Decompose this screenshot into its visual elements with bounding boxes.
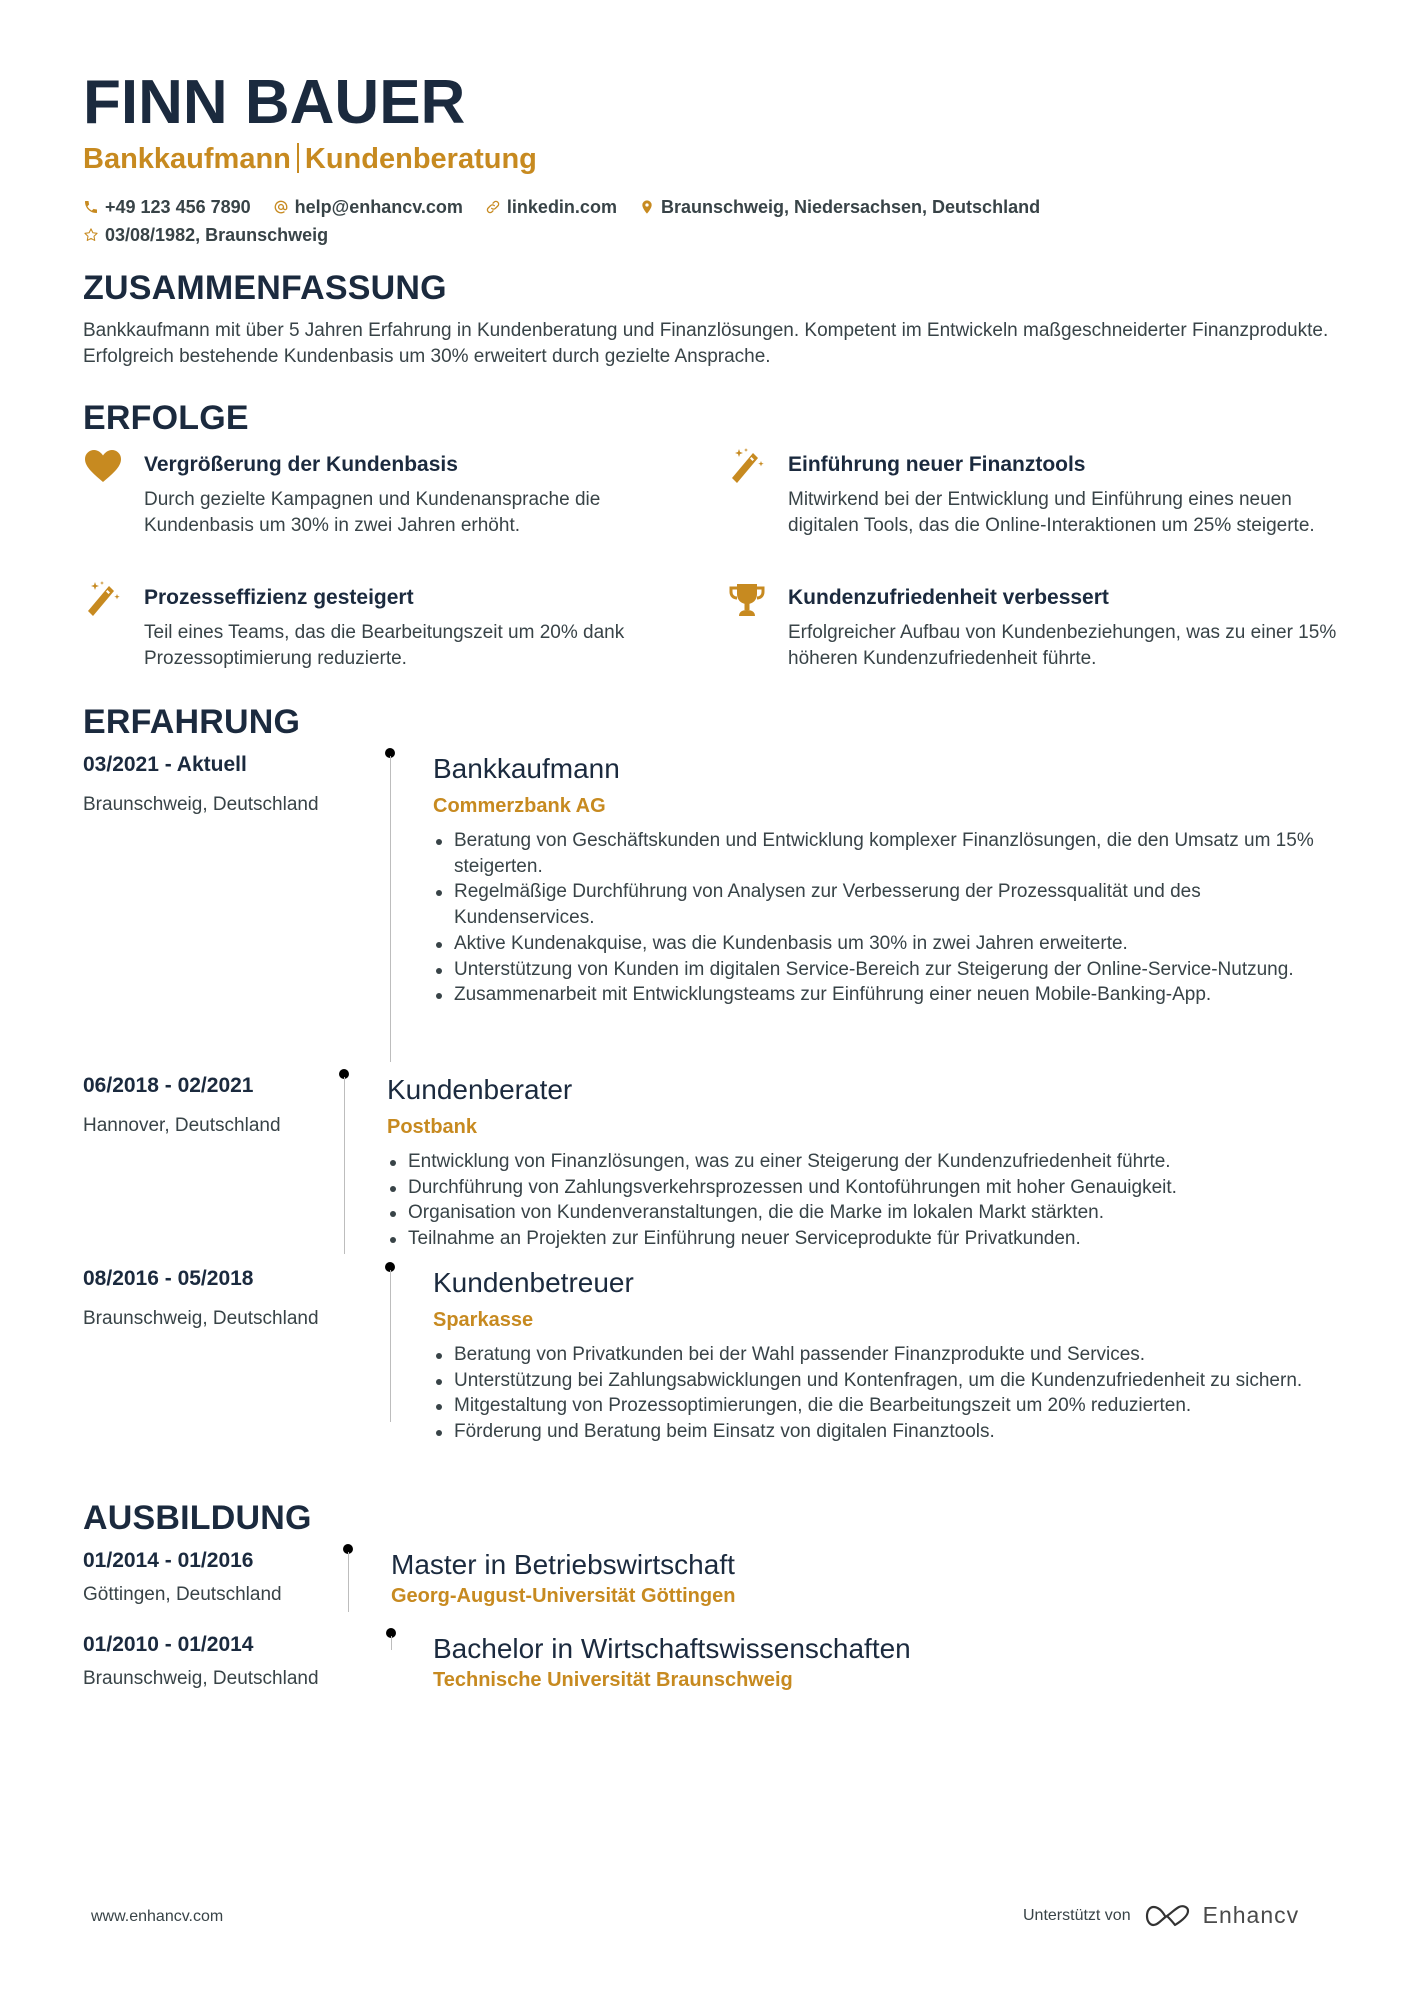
job-bullets [430, 828, 1340, 1008]
education-degree: Master in Betriebswirtschaft [391, 1549, 735, 1580]
job-bullet: Unterstützung von Kunden im digitalen Service-Bereich zur Steigerung der Online-Service-Nutzung. [430, 957, 1340, 983]
timeline-line [390, 1270, 391, 1422]
job-location: Hannover, Deutschland [83, 1115, 281, 1136]
subtitle-focus: Kundenberatung [304, 143, 537, 175]
job-title: Kundenberater [387, 1074, 573, 1105]
location-text: Braunschweig, Niedersachsen, Deutschland [660, 197, 1041, 217]
summary-text: Bankkaufmann mit über 5 Jahren Erfahrung in Kundenberatung und Finanzlösungen. Kompetent im Entwickeln maßgeschneiderter Finanzprodukte. Erfolgreich bestehende Kundenbasis um 30% erweitert durch gezielte Ansprache. [83, 320, 1329, 367]
phone-text: +49 123 456 7890 [105, 197, 251, 217]
contact-linkedin[interactable] [485, 193, 617, 221]
job-bullet: Unterstützung bei Zahlungsabwicklungen und Kontenfragen, um die Kundenzufriedenheit zu sichern. [430, 1368, 1350, 1394]
job-title: Kundenbetreuer [433, 1267, 634, 1298]
at-icon [273, 199, 289, 215]
timeline-line [390, 756, 391, 1062]
education-location: Braunschweig, Deutschland [83, 1668, 319, 1689]
contact-location [639, 193, 1040, 221]
job-title: Bankkaufmann [433, 753, 620, 784]
birth-text: 03/08/1982, Braunschweig [105, 225, 329, 245]
achievement-desc: Durch gezielte Kampagnen und Kundenansprache die Kundenbasis um 30% in zwei Jahren erhöht. [144, 489, 601, 536]
subtitle-role: Bankkaufmann [83, 143, 291, 175]
job-bullet: Aktive Kundenakquise, was die Kundenbasis um 30% in zwei Jahren erweiterte. [430, 931, 1340, 957]
star-icon [83, 227, 99, 243]
achievement-title: Kundenzufriedenheit verbessert [788, 586, 1109, 609]
contact-phone[interactable] [83, 193, 251, 221]
heart-icon [83, 447, 123, 487]
job-bullet: Teilnahme an Projekten zur Einführung neuer Serviceprodukte für Privatkunden. [384, 1226, 1344, 1252]
job-bullet: Mitgestaltung von Prozessoptimierungen, die die Bearbeitungszeit um 20% reduzierten. [430, 1393, 1350, 1419]
job-bullet: Zusammenarbeit mit Entwicklungsteams zur Einführung einer neuen Mobile-Banking-App. [430, 982, 1340, 1008]
phone-icon [83, 199, 99, 215]
magic-wand-icon [83, 580, 123, 620]
job-bullet: Entwicklung von Finanzlösungen, was zu einer Steigerung der Kundenzufriedenheit führte. [384, 1149, 1344, 1175]
linkedin-text: linkedin.com [506, 197, 617, 217]
contact-birth [83, 221, 328, 249]
job-location: Braunschweig, Deutschland [83, 1308, 319, 1329]
achievement-title: Einführung neuer Finanztools [788, 453, 1086, 476]
email-text: help@enhancv.com [294, 197, 463, 217]
job-company: Sparkasse [433, 1309, 534, 1331]
job-date: 03/2021 - Aktuell [83, 753, 247, 776]
education-school: Technische Universität Braunschweig [433, 1669, 793, 1691]
achievements-heading: ERFOLGE [83, 399, 249, 437]
job-bullets [384, 1149, 1344, 1252]
job-bullet: Organisation von Kundenveranstaltungen, die die Marke im lokalen Markt stärkten. [384, 1200, 1344, 1226]
education-date: 01/2014 - 01/2016 [83, 1549, 254, 1572]
job-company: Commerzbank AG [433, 795, 606, 817]
achievement-desc: Mitwirkend bei der Entwicklung und Einführung eines neuen digitalen Tools, das die Online-Interaktionen um 25% steigerte. [788, 489, 1315, 536]
job-bullets [430, 1342, 1350, 1445]
contact-info [83, 193, 1333, 249]
footer-powered-by[interactable] [1023, 1902, 1299, 1929]
contact-row-1 [83, 193, 1333, 221]
contact-email[interactable] [273, 193, 463, 221]
job-location: Braunschweig, Deutschland [83, 794, 319, 815]
trophy-icon [727, 580, 767, 620]
achievement-desc: Teil eines Teams, das die Bearbeitungszeit um 20% dank Prozessoptimierung reduzierte. [144, 622, 625, 669]
timeline-line [391, 1636, 392, 1650]
education-date: 01/2010 - 01/2014 [83, 1633, 254, 1656]
job-bullet: Förderung und Beratung beim Einsatz von digitalen Finanztools. [430, 1419, 1350, 1445]
education-school: Georg-August-Universität Göttingen [391, 1585, 736, 1607]
location-pin-icon [639, 199, 655, 215]
powered-by-label: Unterstützt von [1023, 1906, 1131, 1924]
timeline-line [344, 1077, 345, 1254]
achievement-title: Vergrößerung der Kundenbasis [144, 453, 458, 476]
job-company: Postbank [387, 1116, 478, 1138]
job-date: 08/2016 - 05/2018 [83, 1267, 254, 1290]
job-bullet: Beratung von Privatkunden bei der Wahl passender Finanzprodukte und Services. [430, 1342, 1350, 1368]
candidate-subtitle [83, 141, 537, 177]
magic-wand-icon [727, 447, 767, 487]
brand-name: Enhancv [1202, 1902, 1300, 1928]
timeline-line [348, 1552, 349, 1612]
subtitle-separator [297, 143, 299, 173]
education-location: Göttingen, Deutschland [83, 1584, 282, 1605]
job-bullet: Regelmäßige Durchführung von Analysen zur Verbesserung der Prozessqualität und des Kundenservices. [430, 879, 1340, 930]
contact-row-2 [83, 221, 1333, 249]
experience-heading: ERFAHRUNG [83, 703, 301, 741]
link-icon [485, 199, 501, 215]
job-bullet: Durchführung von Zahlungsverkehrsprozessen und Kontoführungen mit hoher Genauigkeit. [384, 1175, 1344, 1201]
summary-heading: ZUSAMMENFASSUNG [83, 269, 447, 307]
achievement-title: Prozesseffizienz gesteigert [144, 586, 414, 609]
job-date: 06/2018 - 02/2021 [83, 1074, 254, 1097]
achievement-desc: Erfolgreicher Aufbau von Kundenbeziehungen, was zu einer 15% höheren Kundenzufriedenheit führte. [788, 622, 1337, 669]
candidate-name: FINN BAUER [83, 68, 466, 137]
job-bullet: Beratung von Geschäftskunden und Entwicklung komplexer Finanzlösungen, die den Umsatz um 15% steigerten. [430, 828, 1340, 879]
education-degree: Bachelor in Wirtschaftswissenschaften [433, 1633, 911, 1664]
footer-website[interactable]: www.enhancv.com [91, 1908, 224, 1925]
enhancv-logo-icon [1145, 1904, 1191, 1928]
education-heading: AUSBILDUNG [83, 1499, 312, 1537]
